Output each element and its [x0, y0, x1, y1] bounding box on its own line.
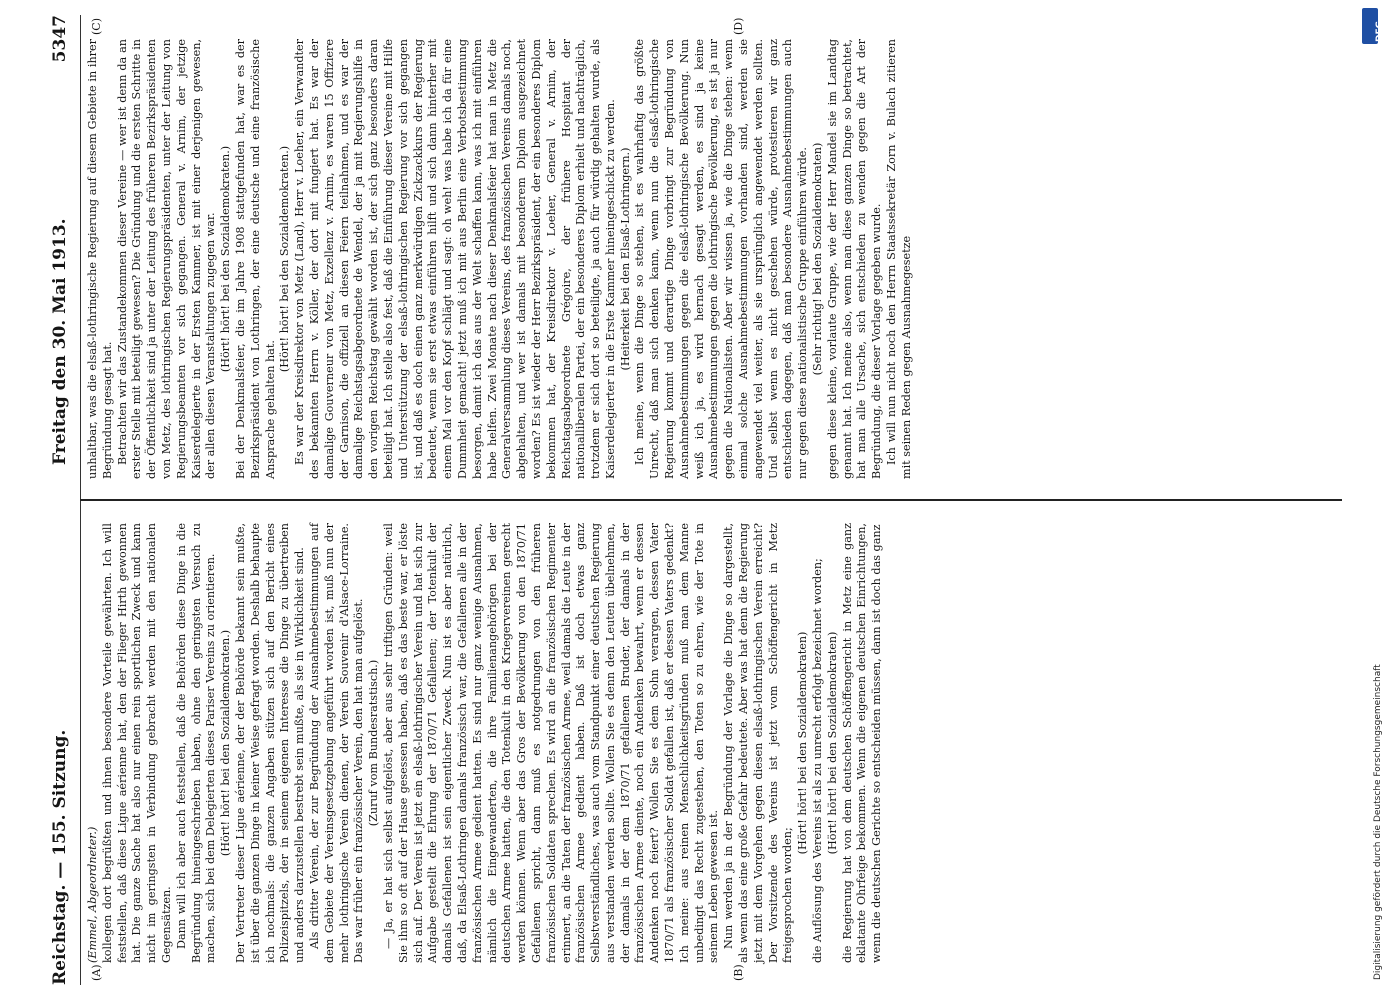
- column-divider: [80, 499, 1342, 501]
- paragraph: Dann will ich aber auch feststellen, daß die Behörden diese Dinge in die Begründung hineingeschrieben haben, ohne den geringsten Versuch zu machen, sich bei dem Delegierten dieses Pariser Vereins zu orientieren.: [174, 523, 218, 963]
- interjection: (Hört! hört! bei den Sozialdemokraten): [796, 631, 810, 855]
- digitization-note-text: Digitalisierung gefördert durch die Deutsche Forschungsgemeinschaft: [1373, 664, 1383, 980]
- left-column: [86, 523, 1336, 963]
- paragraph: Als dritter Verein, der zur Begründung der Ausnahmebestimmungen auf dem Gebiete der Vereinsgesetzgebung angeführt worden ist, muß nun der mehr lothringische Verein dienen, der Verein Souvenir d'Alsace-Lorraine. Das war früher ein französischer Verein, den hat man aufgelöst.: [307, 523, 366, 963]
- dfg-logo-text: DFG: [1375, 20, 1385, 42]
- margin-marker-c: (C): [90, 18, 103, 35]
- paragraph: Betrachten wir das Zustandekommen dieser Vereine — wer ist denn da an erster Stelle mit beteiligt gewesen? Die Gründung und die ersten Schritte in der Öffentlichkeit sind ja unter der Leitung des früheren Bezirkspräsidenten von Metz, des lothringischen Regierungspräsidenten, unter der Leitung von Regierungsbeamten vor sich gegangen. General v. Arnim, der jetzige Kaiserdelegierte in der Ersten Kammer, ist mit einer derjenigen gewesen, der allen diesen Veranstaltungen zugegen war.: [115, 39, 218, 479]
- paragraph: Ich meine, wenn die Dinge so stehen, ist es wahrhaftig das größte Unrecht, daß man sich denken kann, wenn nun die elsaß-lothringische Regierung kommt und derartige Dinge vorbringt zur Begründung von Ausnahmebestimmungen gegen die elsaß-lothringische Bevölkerung. Nun weiß ich ja, es wird hernach gesagt werden, es sind ja keine Ausnahmebestimmungen gegen die lothringische Bevölkerung, es ist ja nur gegen die Nationalisten. Aber wir wissen ja, wie die Dinge stehen: wenn einmal solche Ausnahmebestimmungen vorhanden sind, werden sie angewendet viel weiter, als sie ursprünglich angewendet werden sollten. Und selbst wenn es nicht geschehen würde, protestieren wir ganz entschieden dagegen, daß man besondere Ausnahmebestimmungen auch nur gegen diese nationalistische Gruppe einführen würde.: [633, 39, 810, 479]
- paragraph: die Auflösung des Vereins ist als zu unrecht erfolgt bezeichnet worden;: [811, 558, 825, 963]
- paragraph: Ich will nun nicht noch den Herrn Staatssekretär Zorn v. Bulach zitieren mit seinen Reden gegen Ausnahmegesetze: [885, 39, 913, 479]
- paragraph: kollegen dort begrüßten und ihnen besondere Vorteile gewährten. Ich will feststellen, daß diese Ligue aérienne hat, den der Flieger Hirth gewonnen hat. Die ganze Sache hat also nur einen rein sportlichen Zweck und kann nicht im geringsten in Verbindung gebracht werden mit den nationalen Gegensätzen.: [100, 523, 173, 963]
- margin-marker-b: (B): [732, 964, 745, 981]
- header-page-number: 5347: [50, 15, 70, 63]
- paragraph: Es war der Kreisdirektor von Metz (Land), Herr v. Loeher, ein Verwandter des bekannten Herrn v. Köller, der dort mit fungiert hat. Es war der damalige Gouverneur von Metz, Exzellenz v. Arnim, es waren 15 Offiziere der Garnison, die offiziell an diesen Feiern teilnahmen, und es war der damalige Reichstagsabgeordnete de Wendel, der ja mit Regierungshilfe in den vorigen Reichstag gewählt worden ist, der sich ganz besonders daran beteiligt hat. Ich stelle also fest, daß die Einführung dieser Vereine mit Hilfe und Unterstützung der elsaß-lothringischen Regierung vor sich gegangen ist, und daß es doch einen ganz merkwürdigen Zickzackkurs der Regierung bedeutet, wenn sie erst etwas einführen hilft und sich dann hinterher mit einem Mal vor den Kopf schlägt und sagt: oh weh! was habe ich da für eine Dummheit gemacht! jetzt muß ich mit aus Berlin eine Verbotsbestimmung besorgen, damit ich das aus der Welt schaffen kann, was ich mit einführen habe helfen. Zwei Monate nach dieser Denkmalsfeier hat man in Metz die Generalversammlung dieses Vereins, des französischen Vereins damals noch, abgehalten, und wer ist damals mit besonderem Diplom ausgezeichnet worden? Es ist wieder der Herr Bezirkspräsident, der ein besonderes Diplom bekommen hat, der Kreisdirektor v. Loeher, General v. Arnim, der Reichstagsabgeordnete Grégoire, der frühere Hospitant der nationalliberalen Partei, der ein besonderes Diplom erhielt und nachträglich, trotzdem er sich dort so beteiligte, ja auch für würdig gehalten wurde, als Kaiserdelegierter in die Erste Kammer hineingeschickt zu werden.: [293, 39, 617, 479]
- rotated-page: [42, 15, 1342, 985]
- paragraph: (Emmel, Abgeordneter.): [86, 826, 99, 963]
- paragraph: gegen diese kleine, vorlaute Gruppe, wie der Herr Mandel sie im Landtag genannt hat. Ich meine also, wenn man diese ganzen Dinge so betrachtet, hat man alle Ursache, sich entschieden zu wenden gegen die Art der Begründung, die dieser Vorlage gegeben wurde.: [825, 39, 884, 479]
- paragraph: Der Vertreter dieser Ligue aérienne, der der Behörde bekannt sein mußte, ist über die ganzen Dinge in keiner Weise gefragt worden. Deshalb behaupte ich nochmals: die ganzen Angaben stützen sich auf den Bericht eines Polizeispitzels, der in seinem eigenen Interesse die Dinge zu übertreiben und anders darzustellen bestrebt sein mußte, als sie in Wirklichkeit sind.: [233, 523, 307, 963]
- interjection: (Hört! hört! bei den Sozialdemokraten.): [278, 145, 292, 373]
- paragraph: die Regierung hat von dem deutschen Schöffengericht in Metz eine ganz eklatante Ohrfeige bekommen. Wenn die eigenen deutschen Einrichtungen, wenn die deutschen Gerichte so entscheiden müssen, dann ist doch das ganz: [840, 523, 884, 963]
- paragraph: Bei der Denkmalsfeier, die im Jahre 1908 stattgefunden hat, war es der Bezirkspräsident von Lothringen, der eine deutsche und eine französische Ansprache gehalten hat.: [233, 39, 277, 479]
- margin-marker-a: (A): [90, 964, 103, 981]
- interjection: (Sehr richtig! bei den Sozialdemokraten): [811, 142, 825, 376]
- right-column: [86, 39, 1336, 479]
- interjection: (Hört! hört! bei den Sozialdemokraten): [825, 631, 839, 855]
- header-center: Freitag den 30. Mai 1913.: [50, 218, 70, 465]
- header-left: Reichstag. — 155. Sitzung.: [50, 729, 70, 985]
- page-header: [42, 15, 80, 985]
- interjection: (Hört! hört! bei den Sozialdemokraten.): [219, 145, 233, 373]
- paragraph: — Ja, er hat sich selbst aufgelöst, aber aus sehr triftigen Gründen: weil Sie ihm so oft auf der Hause gesessen haben, daß es das beste war, er löste sich auf. Der Verein ist jetzt ein elsaß-lothringischer Verein und hat sich zur Aufgabe gestellt die Ehrung der 1870/71 Gefallenen; der Totenkult der damals Gefallenen ist sein eigentlicher Zweck. Nun ist es aber natürlich, daß, da Elsaß-Lothringen damals französisch war, die Gefallenen alle in der französischen Armee gedient hatten. Es sind nur ganz wenige Ausnahmen, nämlich die Eingewanderten, die ihre Familienangehörigen bei der deutschen Armee hatten, die den Totenkult in den Kriegervereinen gerecht werden können. Wenn aber das Gros der Bevölkerung von den 1870/71 Gefallenen spricht, dann muß es notgedrungen von den früheren französischen Soldaten sprechen. Es wird an die französischen Regimenter erinnert, an die Taten der französischen Armee, weil damals die Leute in der französischen Armee gedient haben. Daß ist doch etwas ganz Selbstverständliches, was auch vom Standpunkt einer deutschen Regierung aus verstanden werden sollte. Wollen Sie es denn den Leuten übelnehmen, der damals in der dem 1870/71 gefallenen Bruder, der damals in der französischen Armee diente, noch ein Andenken bewahrt, wenn er dessen Andenken noch feiert? Wollen Sie es dem Sohn verargen, dessen Vater 1870/71 als französischer Soldat gefallen ist, daß er dessen Vaters gedenkt? Ich meine: aus reinen Menschlichkeitsgründen muß man dem Manne unbedingt das Recht zugestehen, den Toten so zu ehren, wie der Tote in seinem Leben gewesen ist.: [381, 523, 721, 963]
- interjection: (Heiterkeit bei den Elsaß-Lothringern.): [618, 147, 632, 371]
- paragraph: Nun werden ja in der Begründung der Vorlage die Dinge so dargestellt, als wenn das eine große Gefahr bedeutete. Aber was hat denn die Regierung jetzt mit dem Vorgehen gegen diesen elsaß-lothringischen Verein erreicht? Der Vorsitzende des Vereins ist jetzt vom Schöffengericht in Metz freigesprochen worden;: [722, 523, 795, 963]
- interjection: (Hört! hört! bei den Sozialdemokraten.): [219, 629, 233, 857]
- margin-marker-d: (D): [732, 17, 745, 35]
- interjection: (Zuruf vom Bundesratstisch.): [367, 659, 381, 827]
- paragraph: unhaltbar, was die elsaß-lothringische Regierung auf diesem Gebiete in ihrer Begründung gesagt hat.: [86, 39, 114, 479]
